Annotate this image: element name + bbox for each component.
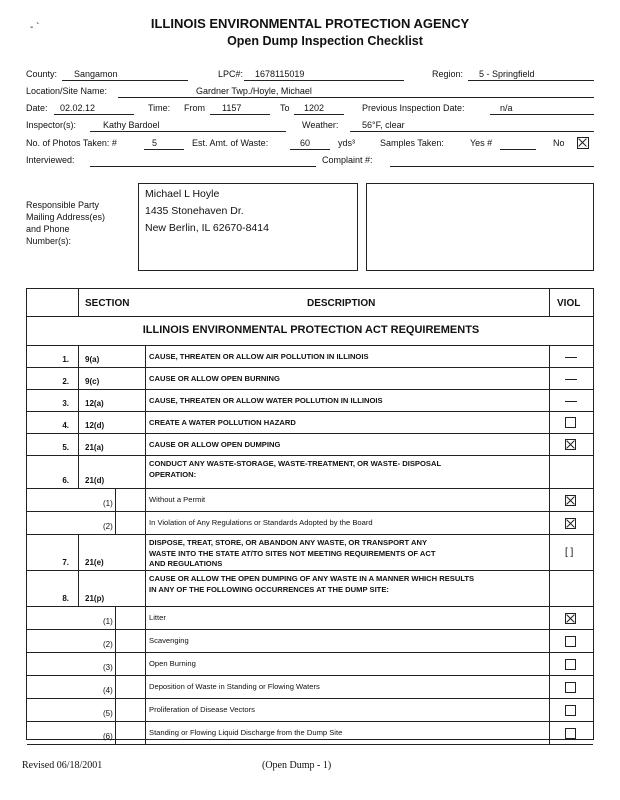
- table-row: [27, 571, 593, 606]
- table-row: [27, 722, 593, 744]
- row-section: 12(a): [85, 399, 104, 408]
- row-description: CAUSE OR ALLOW OPEN BURNING: [149, 373, 280, 383]
- viol-checkbox[interactable]: [565, 636, 576, 647]
- row-description: Litter: [149, 613, 166, 622]
- lpc-label: LPC#:: [218, 69, 244, 79]
- table-row: [27, 390, 593, 411]
- revised-date: Revised 06/18/2001: [22, 760, 103, 771]
- time-label: Time:: [148, 103, 171, 113]
- responsible-party-label: Responsible Party Mailing Address(es) and Phone Number(s):: [26, 200, 106, 246]
- samples-no-label: No: [553, 138, 565, 148]
- viol-dash-mark[interactable]: [565, 357, 577, 358]
- address-line: 1435 Stonehaven Dr.: [145, 205, 244, 217]
- location-value[interactable]: Gardner Twp./Hoyle, Michael: [196, 86, 312, 96]
- viol-checkbox[interactable]: [565, 659, 576, 670]
- viol-checkbox[interactable]: [565, 682, 576, 693]
- scan-mark: - `: [30, 22, 40, 33]
- viol-dash-mark[interactable]: [565, 401, 577, 402]
- row-section: (3): [103, 663, 113, 672]
- row-number: 3.: [62, 399, 69, 408]
- viol-bracket-mark[interactable]: [ ]: [565, 546, 574, 558]
- table-row: [27, 368, 593, 389]
- row-section: (4): [103, 686, 113, 695]
- row-description: CONDUCT ANY WASTE-STORAGE, WASTE-TREATMENT, OR WASTE- DISPOSAL OPERATION:: [149, 459, 442, 479]
- row-description: In Violation of Any Regulations or Standards Adopted by the Board: [149, 518, 373, 527]
- lpc-value[interactable]: 1678115019: [255, 69, 305, 79]
- viol-checkbox-checked[interactable]: [565, 518, 576, 529]
- row-section: (1): [103, 499, 113, 508]
- samples-no-checkbox[interactable]: [577, 137, 589, 149]
- viol-checkbox-checked[interactable]: [565, 495, 576, 506]
- county-value[interactable]: Sangamon: [74, 69, 118, 79]
- inspector-label: Inspector(s):: [26, 120, 77, 130]
- row-description: CAUSE, THREATEN OR ALLOW WATER POLLUTION IN ILLINOIS: [149, 395, 383, 405]
- row-description: Without a Permit: [149, 495, 206, 504]
- waste-value[interactable]: 60: [300, 138, 311, 148]
- interviewed-label: Interviewed:: [26, 155, 75, 165]
- page-label: (Open Dump - 1): [262, 760, 332, 771]
- act-requirements-subheader: ILLINOIS ENVIRONMENTAL PROTECTION ACT REQUIREMENTS: [142, 324, 480, 336]
- row-description: Deposition of Waste in Standing or Flowing Waters: [149, 682, 320, 691]
- date-label: Date:: [26, 103, 48, 113]
- county-label: County:: [26, 69, 58, 79]
- row-section: (2): [103, 640, 113, 649]
- viol-checkbox-checked[interactable]: [565, 439, 576, 450]
- row-section: (5): [103, 709, 113, 718]
- row-number: 8.: [62, 594, 69, 603]
- row-section: (2): [103, 522, 113, 531]
- row-section: 9(a): [85, 355, 100, 364]
- region-label: Region:: [432, 69, 464, 79]
- prev-inspection-label: Previous Inspection Date:: [362, 103, 465, 113]
- table-row: [27, 676, 593, 698]
- table-row: [27, 456, 593, 488]
- secondary-address-box[interactable]: [366, 183, 594, 271]
- time-to-label: To: [280, 103, 290, 113]
- weather-value[interactable]: 56°F, clear: [362, 120, 405, 130]
- row-section: (6): [103, 732, 113, 741]
- samples-yes-label: Yes #: [470, 138, 493, 148]
- viol-checkbox[interactable]: [565, 728, 576, 739]
- waste-label: Est. Amt. of Waste:: [192, 138, 269, 148]
- table-row: [27, 489, 593, 511]
- requirements-table: [26, 288, 594, 740]
- row-description: Scavenging: [149, 636, 189, 645]
- table-row: [27, 630, 593, 652]
- agency-title: ILLINOIS ENVIRONMENTAL PROTECTION AGENCY: [150, 16, 470, 31]
- col-section-header: SECTION: [85, 298, 130, 309]
- viol-checkbox[interactable]: [565, 417, 576, 428]
- row-section: 21(a): [85, 443, 104, 452]
- table-row: [27, 412, 593, 433]
- table-row: [27, 512, 593, 534]
- waste-unit: yds³: [338, 138, 356, 148]
- date-value[interactable]: 02.02.12: [60, 103, 96, 113]
- row-description: CAUSE OR ALLOW OPEN DUMPING: [149, 439, 281, 449]
- table-row: [27, 699, 593, 721]
- row-number: 6.: [62, 476, 69, 485]
- row-description: Open Burning: [149, 659, 196, 668]
- row-section: 21(e): [85, 558, 104, 567]
- table-row: [27, 346, 593, 367]
- time-to-value[interactable]: 1202: [304, 103, 325, 113]
- photos-value[interactable]: 5: [152, 138, 158, 148]
- time-from-label: From: [184, 103, 205, 113]
- responsible-address-box[interactable]: [138, 183, 358, 271]
- row-description: CREATE A WATER POLLUTION HAZARD: [149, 417, 296, 427]
- samples-label: Samples Taken:: [380, 138, 444, 148]
- complaint-label: Complaint #:: [322, 155, 373, 165]
- row-number: 5.: [62, 443, 69, 452]
- inspector-value[interactable]: Kathy Bardoel: [103, 120, 160, 130]
- row-section: (1): [103, 617, 113, 626]
- weather-label: Weather:: [302, 120, 339, 130]
- address-line: New Berlin, IL 62670-8414: [145, 222, 269, 234]
- col-viol-header: VIOL: [557, 298, 581, 309]
- row-section: 21(p): [85, 594, 105, 603]
- photos-label: No. of Photos Taken: #: [26, 138, 117, 148]
- row-section: 12(d): [85, 421, 105, 430]
- row-section: 21(d): [85, 476, 105, 485]
- table-row: [27, 535, 593, 570]
- row-section: 9(c): [85, 377, 100, 386]
- viol-checkbox[interactable]: [565, 705, 576, 716]
- viol-dash-mark[interactable]: [565, 379, 577, 380]
- table-row: [27, 607, 593, 629]
- row-number: 1.: [62, 355, 69, 364]
- form-title: Open Dump Inspection Checklist: [227, 34, 423, 48]
- address-line: Michael L Hoyle: [145, 188, 220, 200]
- row-description: Proliferation of Disease Vectors: [149, 705, 255, 714]
- prev-inspection-value[interactable]: n/a: [500, 103, 513, 113]
- row-description: CAUSE, THREATEN OR ALLOW AIR POLLUTION IN ILLINOIS: [149, 351, 369, 361]
- table-row: [27, 434, 593, 455]
- row-description: Standing or Flowing Liquid Discharge from the Dump Site: [149, 728, 343, 737]
- viol-checkbox-checked[interactable]: [565, 613, 576, 624]
- row-number: 2.: [62, 377, 69, 386]
- row-description: CAUSE OR ALLOW THE OPEN DUMPING OF ANY WASTE IN A MANNER WHICH RESULTS IN ANY OF THE FOLLOWING OCCURRENCES AT THE DUMP SITE:: [149, 574, 475, 594]
- row-number: 7.: [62, 558, 69, 567]
- row-number: 4.: [62, 421, 69, 430]
- location-label: Location/Site Name:: [26, 86, 108, 96]
- region-value[interactable]: 5 - Springfield: [479, 69, 535, 79]
- row-description: DISPOSE, TREAT, STORE, OR ABANDON ANY WASTE, OR TRANSPORT ANY WASTE INTO THE STATE AT/TO SITES NOT MEETING REQUIREMENTS OF ACT AND REGULATIONS: [149, 538, 436, 568]
- table-row: [27, 653, 593, 675]
- col-description-header: DESCRIPTION: [307, 298, 376, 309]
- time-from-value[interactable]: 1157: [222, 103, 242, 113]
